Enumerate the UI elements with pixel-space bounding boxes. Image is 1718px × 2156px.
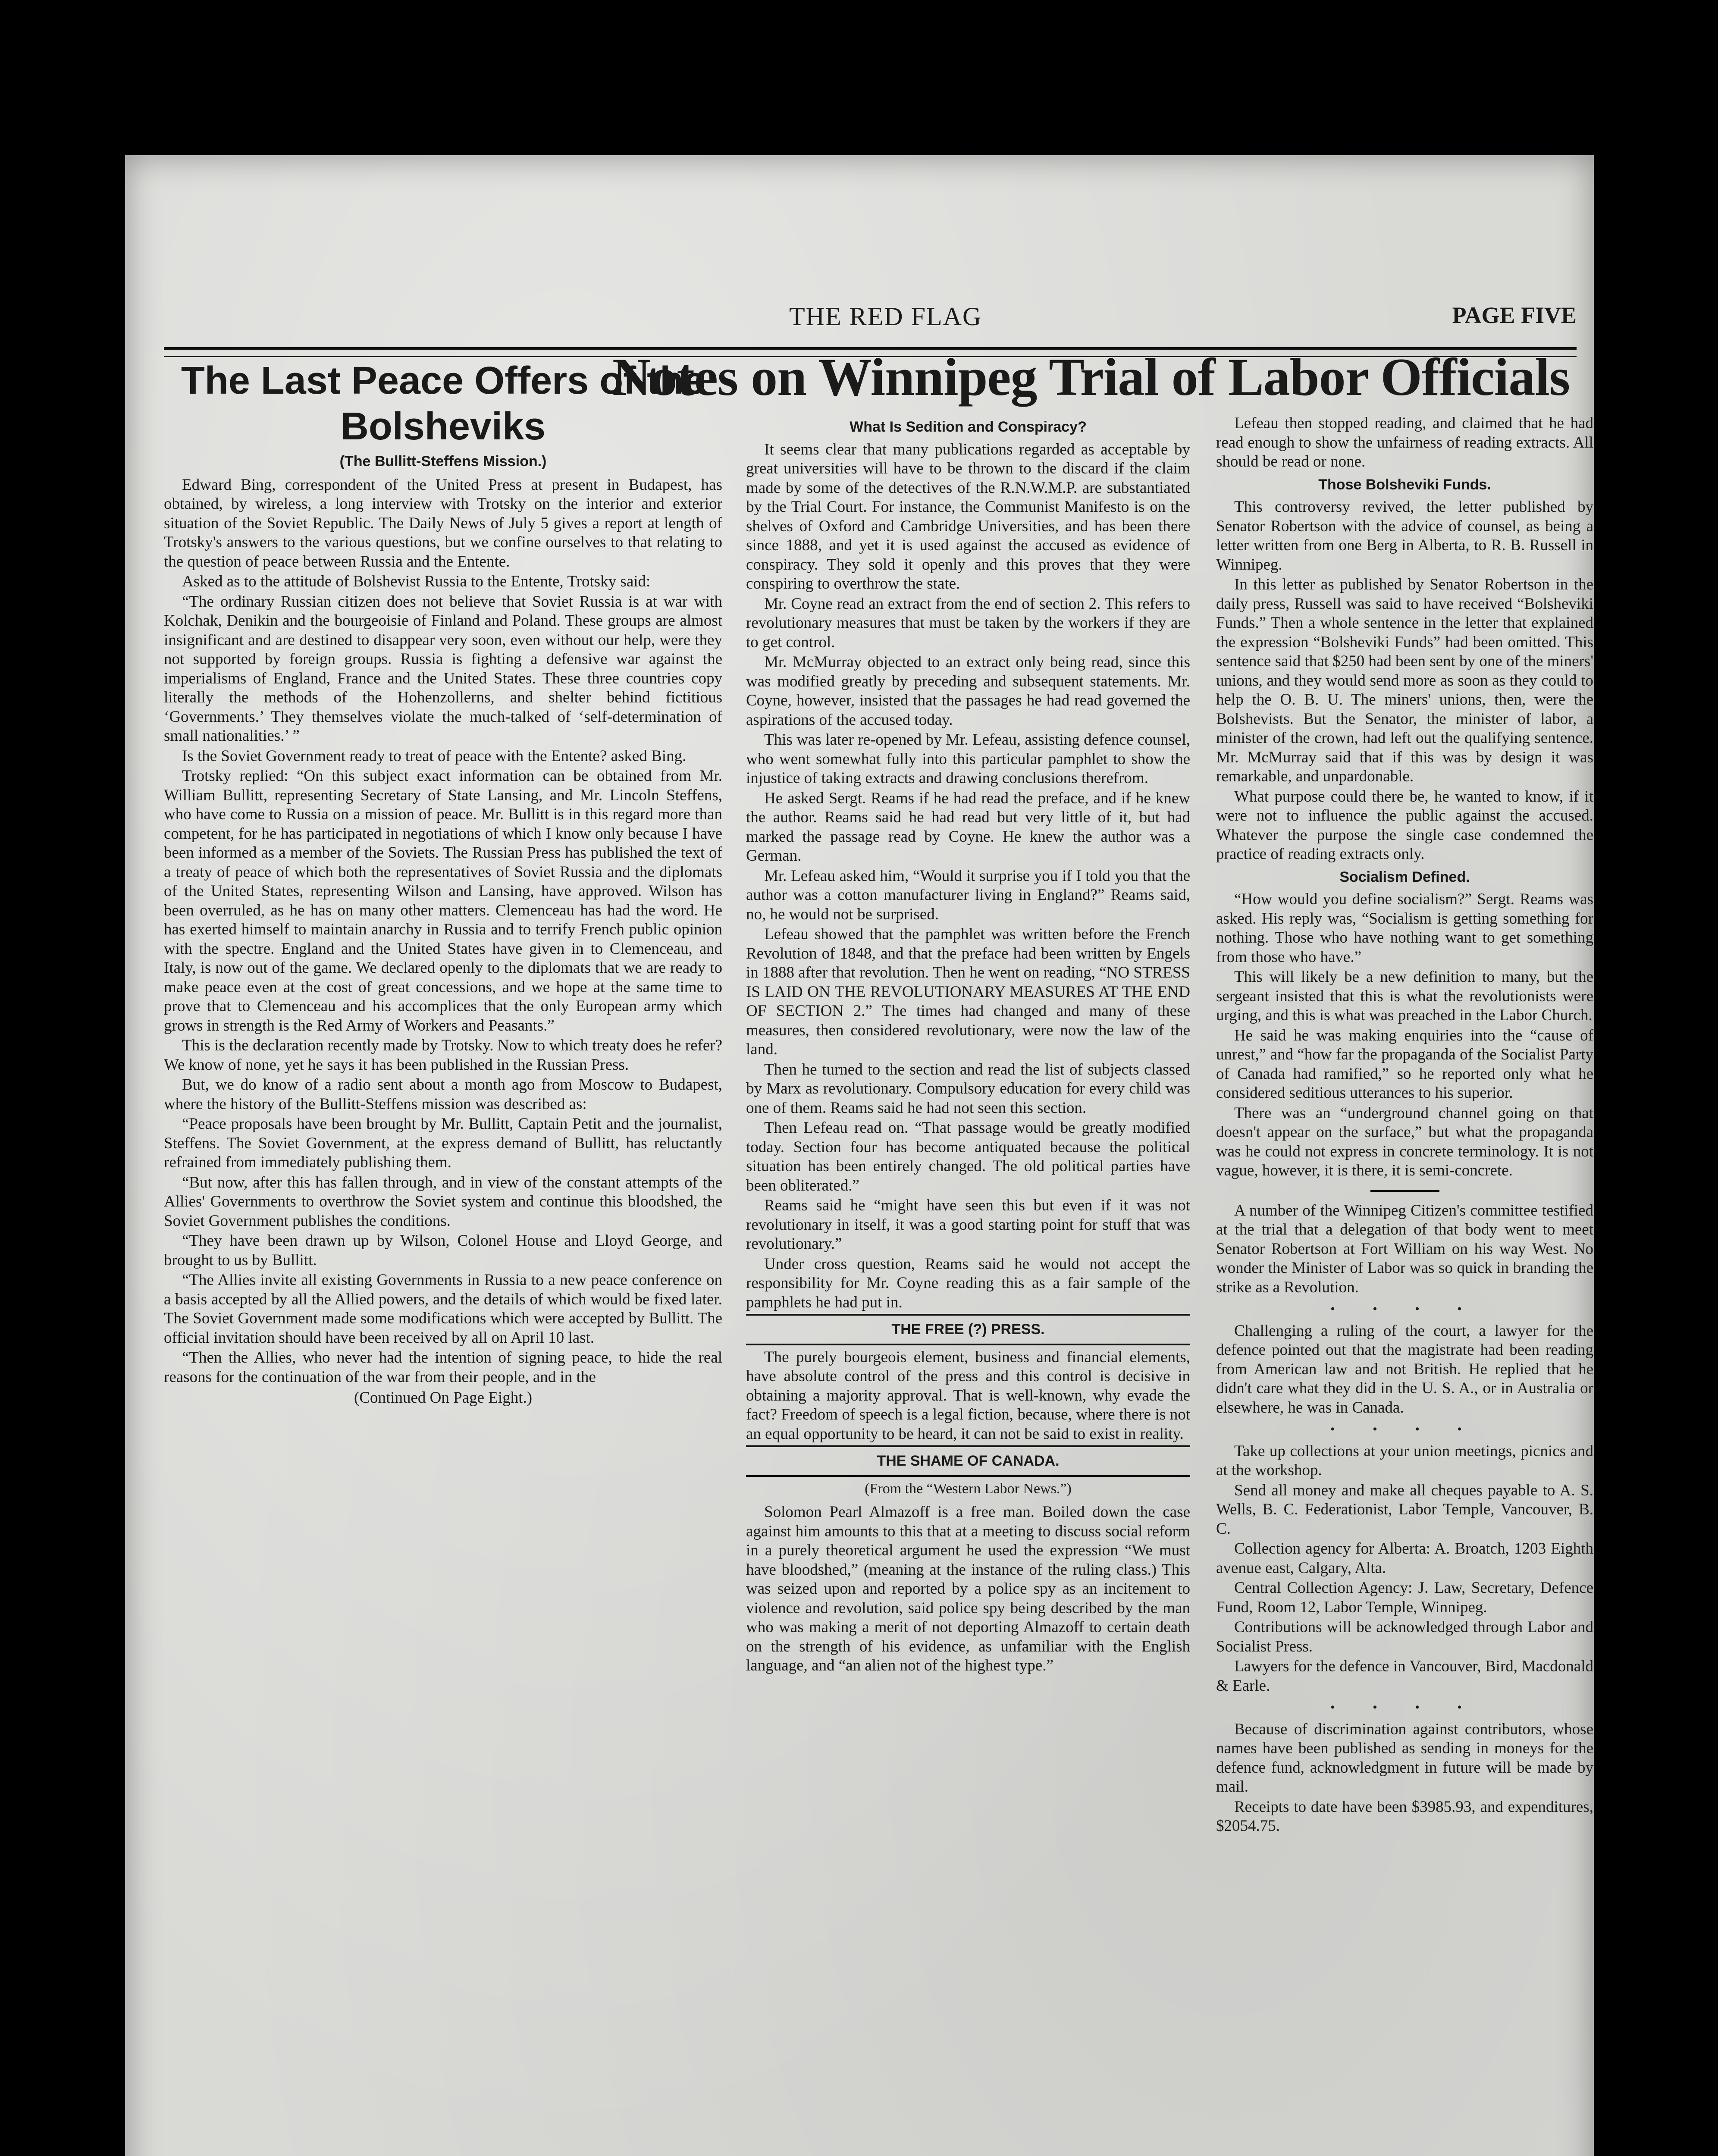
paragraph: Lefeau then stopped reading, and claimed that he had read enough to show the unfairness of reading extracts. All should be read or none. — [1216, 414, 1593, 470]
paragraph: A number of the Winnipeg Citizen's committee testified at the trial that a delegation of that body went to meet Senator Robertson at Fort William on his way West. No wonder the Minister of Labor was so quick in branding the strike as a Revolution. — [1216, 1201, 1593, 1296]
paragraph: This is the declaration recently made by Trotsky. Now to which treaty does he refer? We know of none, yet he says it has been published in the Russian Press. — [164, 1037, 722, 1074]
paragraph: Because of discrimination against contributors, whose names have been published as sending in moneys for the defence fund, acknowledgment in future will be made by mail. — [1216, 1720, 1593, 1796]
paragraph: “But now, after this has fallen through, and in view of the constant attempts of the Allies' Governments to overthrow the Soviet system and continue this bloodshed, the Soviet Government publishes the conditions. — [164, 1173, 722, 1230]
paragraph: The purely bourgeois element, business and financial elements, have absolute control of the press and this control is decisive in obtaining a majority approval. That is well-known, why evade the fact? Freedom of speech is a legal fiction, because, where there is not an equal opportunity to be heard, it can not be said to exist in reality. — [746, 1348, 1190, 1443]
section-body — [1216, 890, 1593, 1181]
section-heading: Those Bolsheviki Funds. — [1318, 476, 1491, 493]
paragraph: This was later re-opened by Mr. Lefeau, assisting defence counsel, who went somewhat fully into this particular pamphlet to show the injustice of taking extracts and drawing conclusions therefrom. — [746, 731, 1190, 787]
notes-block — [1216, 1201, 1593, 1297]
paragraph: Receipts to date have been $3985.93, and expenditures, $2054.75. — [1216, 1798, 1593, 1835]
notes-block — [1216, 1442, 1593, 1696]
paragraph: “Peace proposals have been brought by Mr. Bullitt, Captain Petit and the journalist, Steffens. The Soviet Government, at the express demand of Bullitt, has reluctantly refrained from immediately publishing them. — [164, 1115, 722, 1171]
section-heading: What Is Sedition and Conspiracy? — [850, 419, 1087, 435]
paragraph: In this letter as published by Senator Robertson in the daily press, Russell was said to have received “Bolsheviki Funds.” Then a whole sentence in the letter that explained the expression “Bolsheviki Funds” had been omitted. This sentence said that $250 had been sent by one of the miners' unions, and they would send more as soon as they could to help the O. B. U. The miners' unions, then, were the Bolshevists. But the Senator, the minister of labor, a minister of the crown, had left out the qualifying sentence. Mr. McMurray said that if this was by design it was remarkable, and unpardonable. — [1216, 576, 1593, 785]
section-body — [1216, 414, 1593, 472]
paragraph: Edward Bing, correspondent of the United Press at present in Budapest, has obtained, by wireless, a long interview with Trotsky on the interior and exterior situation of the Soviet Republic. The Daily News of July 5 gives a report at length of Trotsky's answers to the various questions, but we confine ourselves to that relating to the question of peace between Russia and the Entente. — [164, 476, 722, 570]
paragraph: “Then the Allies, who never had the intention of signing peace, to hide the real reasons for the continuation of the war from their people, and in the — [164, 1349, 722, 1386]
paragraph: Solomon Pearl Almazoff is a free man. Boiled down the case against him amounts to this that at a meeting to discuss social reform in a purely theoretical argument he used the expression “We must have bloodshed,” (meaning at the instance of the ruling class.) This was seized upon and reported by a police spy as an incitement to violence and revolution, said police spy being described by the man who was making a merit of not deporting Almazoff to certain death on the strength of his evidence, as unfamiliar with the English language, and “an alien not of the highest type.” — [746, 1503, 1190, 1674]
newspaper-page — [125, 155, 1594, 2156]
paragraph: He asked Sergt. Reams if he had read the preface, and if he knew the author. Reams said he had read but very little of it, but had marked the passage read by Coyne. He knew the author was a German. — [746, 789, 1190, 865]
paragraph: There was an “underground channel going on that doesn't appear on the surface,” but what the propaganda was he could not express in concrete terminology. It is not vague, however, it is there, it is semi-concrete. — [1216, 1104, 1593, 1179]
paragraph: Send all money and make all cheques payable to A. S. Wells, B. C. Federationist, Labor Temple, Vancouver, B. C. — [1216, 1481, 1593, 1538]
paragraph: Reams said he “might have seen this but even if it was not revolutionary in itself, it was a good starting point for stuff that was revolutionary.” — [746, 1197, 1190, 1253]
notes-block — [1216, 1322, 1593, 1418]
notes-block — [1216, 1720, 1593, 1836]
column-2-article — [746, 414, 1190, 1677]
page-number: PAGE FIVE — [1452, 302, 1577, 328]
section-body — [746, 440, 1190, 1313]
article-subhead: (The Bullitt-Steffens Mission.) — [339, 453, 547, 470]
paragraph: “How would you define socialism?” Sergt. Reams was asked. His reply was, “Socialism is getting something for nothing. Those who have nothing want to get something from those who have.” — [1216, 890, 1593, 966]
article-body — [164, 476, 722, 1387]
paragraph: Mr. Lefeau asked him, “Would it surprise you if I told you that the author was a cotton manufacturer living in England?” Reams said, no, he would not be surprised. — [746, 867, 1190, 923]
section-body — [1216, 498, 1593, 864]
source-credit: (From the “Western Labor News.”) — [865, 1480, 1072, 1497]
paragraph: It seems clear that many publications regarded as acceptable by great universities will have to be thrown to the discard if the claim made by some of the detectives of the R.N.W.M.P. are substantiated by the Trial Court. For instance, the Communist Manifesto is on the shelves of Oxford and Cambridge Universities, and has been there since 1888, and yet it is used against the accused as evidence of conspiracy. They sold it openly and this proves that they were conspiring to overthrow the state. — [746, 440, 1190, 592]
paragraph: Then he turned to the section and read the list of subjects classed by Marx as revolutionary. Compulsory education for every child was one of them. Reams said he had not seen this section. — [746, 1060, 1190, 1117]
paragraph: Contributions will be acknowledged through Labor and Socialist Press. — [1216, 1618, 1593, 1655]
paragraph: Lawyers for the defence in Vancouver, Bird, Macdonald & Earle. — [1216, 1658, 1593, 1695]
paragraph: Central Collection Agency: J. Law, Secretary, Defence Fund, Room 12, Labor Temple, Winnipeg. — [1216, 1579, 1593, 1616]
paragraph: This will likely be a new definition to many, but the sergeant insisted that this is what the revolutionists were urging, and this is what was preached in the Labor Church. — [1216, 968, 1593, 1024]
section-heading: Socialism Defined. — [1339, 868, 1470, 885]
banner-headline: Notes on Winnipeg Trial of Labor Officials — [612, 348, 1570, 407]
paragraph: This controversy revived, the letter published by Senator Robertson with the advice of counsel, as being a letter written from one Berg in Alberta, to R. B. Russell in Winnipeg. — [1216, 498, 1593, 573]
ornament-dots: • • • • — [1330, 1422, 1479, 1436]
section-heading-boxed: THE SHAME OF CANADA. — [746, 1451, 1190, 1471]
paragraph: “They have been drawn up by Wilson, Colonel House and Lloyd George, and brought to us by Bullitt. — [164, 1232, 722, 1269]
paragraph: Take up collections at your union meetings, picnics and at the workshop. — [1216, 1442, 1593, 1479]
running-head — [125, 302, 1594, 341]
paragraph: “The Allies invite all existing Governments in Russia to a new peace conference on a basis accepted by all the Allied powers, and the details of which would be fixed later. The Soviet Government made some modifications which were accepted by Bullitt. The official invitation should have been received by all on April 10 last. — [164, 1271, 722, 1347]
ornament-dots: • • • • — [1330, 1700, 1479, 1714]
ornament-dots: • • • • — [1330, 1302, 1479, 1316]
paragraph: But, we do know of a radio sent about a month ago from Moscow to Budapest, where the history of the Bullitt-Steffens mission was described as: — [164, 1076, 722, 1113]
continued-note: (Continued On Page Eight.) — [354, 1389, 533, 1407]
paragraph: He said he was making enquiries into the “cause of unrest,” and “how far the propaganda of the Socialist Party of Canada had ramified,” so he reported only what he considered seditious utterances to his superior. — [1216, 1026, 1593, 1102]
paragraph: Challenging a ruling of the court, a lawyer for the defence pointed out that the magistrate had been reading from American law and not British. He replied that he didn't care what they did in the U. S. A., or in Australia or elsewhere, he was in Canada. — [1216, 1322, 1593, 1416]
paragraph: Mr. McMurray objected to an extract only being read, since this was modified greatly by preceding and subsequent statements. Mr. Coyne, however, insisted that the passages he had read governed the aspirations of the accused today. — [746, 653, 1190, 729]
paragraph: Under cross question, Reams said he would not accept the responsibility for Mr. Coyne reading this as a fair sample of the pamphlets he had put in. — [746, 1255, 1190, 1311]
paragraph: Asked as to the attitude of Bolshevist Russia to the Entente, Trotsky said: — [182, 573, 651, 590]
divider-rule — [1370, 1190, 1439, 1192]
paragraph: What purpose could there be, he wanted to know, if it were not to influence the public against the accused. Whatever the purpose the single case condemned the practice of reading extracts only. — [1216, 787, 1593, 863]
masthead: THE RED FLAG — [789, 302, 982, 331]
paragraph: Mr. Coyne read an extract from the end of section 2. This refers to revolutionary measures that must be taken by the workers if they are to get control. — [746, 595, 1190, 651]
paragraph: Lefeau showed that the pamphlet was written before the French Revolution of 1848, and that the preface had been written by Engels in 1888 after that revolution. Then he went on reading, “NO STRESS IS LAID ON THE REVOLUTIONARY MEASURES AT THE END OF SECTION 2.” The times had changed and many of these measures, then considered revolutionary, were now the law of the land. — [746, 925, 1190, 1058]
section-heading-boxed: THE FREE (?) PRESS. — [746, 1320, 1190, 1339]
paragraph: “The ordinary Russian citizen does not believe that Soviet Russia is at war with Kolchak, Denikin and the bourgeoisie of Finland and Poland. These groups are almost insignificant and are destined to disappear very soon, even without our help, were they not supported by foreign groups. Russia is fighting a defensive war against the imperialisms of England, France and the United States. These three countries copy literally the methods of the Hohenzollerns, and shelter behind fictitious ‘Governments.’ They themselves violate the much-talked of ‘self-determination of small nationalities.’ ” — [164, 592, 722, 745]
section-body — [746, 1503, 1190, 1676]
paragraph: Then Lefeau read on. “That passage would be greatly modified today. Section four has become antiquated because the political situation has been entirely changed. The old political parties have been obliterated.” — [746, 1119, 1190, 1194]
paragraph: Trotsky replied: “On this subject exact information can be obtained from Mr. William Bullitt, representing Secretary of State Lansing, and Mr. Lincoln Steffens, who have come to Russia on a mission of peace. Mr. Bullitt is in this regard more than competent, for he has participated in negotiations of which I know only because I have been informed as a member of the Soviets. The Russian Press has published the text of a treaty of peace of which both the representatives of Soviet Russia and the diplomats of the United States, representing Wilson and Lansing, have approved. Wilson has been overruled, as he has on many other matters. Clemenceau has had the word. He has exerted himself to maintain anarchy in Russia and to terrify French public opinion with the spectre. England and the United States have given in to Clemenceau, and Italy, is now out of the game. We declared openly to the diplomats that we are ready to make peace even at the cost of great concessions, and we hope at the same time to prove that to Clemenceau and his accomplices that the only European army which grows in strength is the Red Army of Workers and Peasants.” — [164, 767, 722, 1034]
article-headline: The Last Peace Offers of the Bolsheviks — [181, 359, 705, 448]
paragraph: Is the Soviet Government ready to treat of peace with the Entente? asked Bing. — [182, 747, 687, 765]
paragraph: Collection agency for Alberta: A. Broatch, 1203 Eighth avenue east, Calgary, Alta. — [1216, 1540, 1593, 1577]
column-3-article — [1216, 414, 1593, 1837]
column-1-article — [164, 358, 722, 1408]
section-body — [746, 1348, 1190, 1444]
